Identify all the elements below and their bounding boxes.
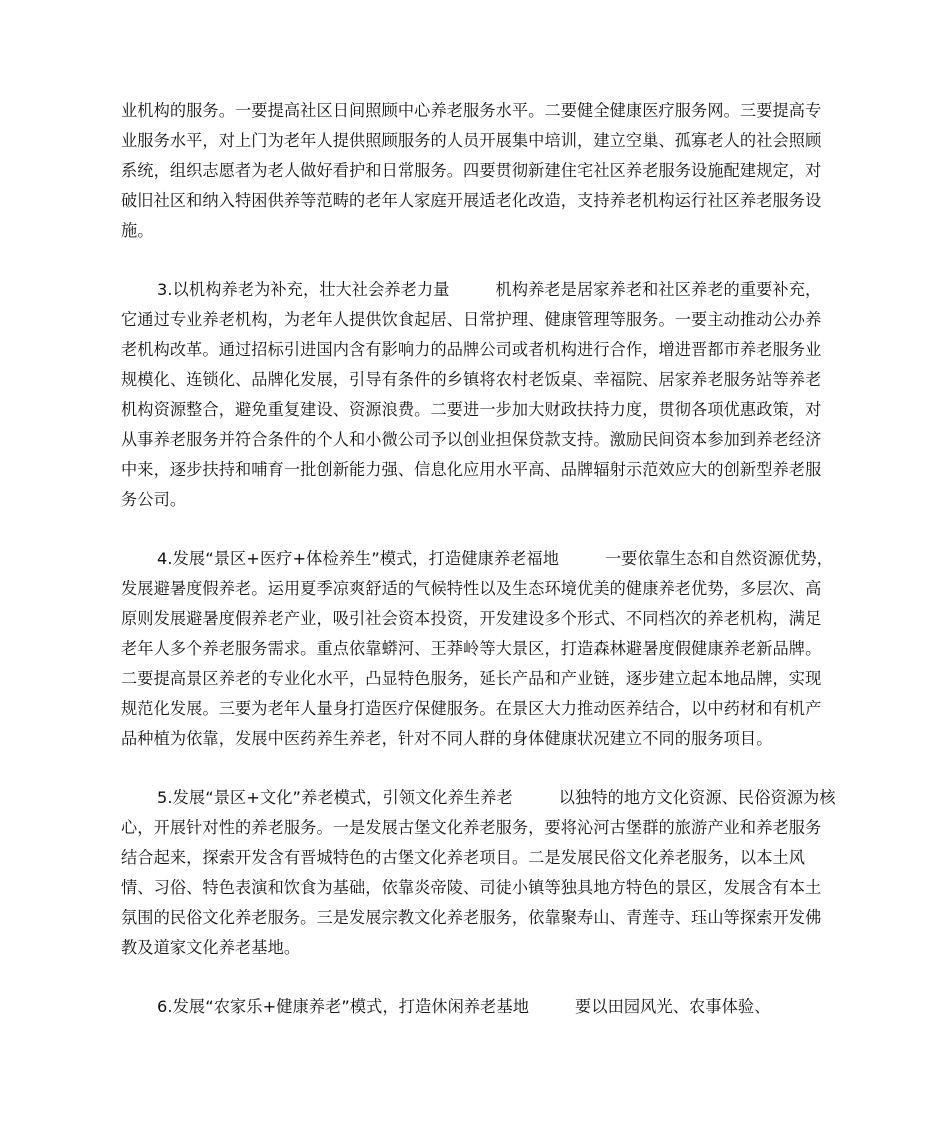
- paragraph-community-care-continued: [121, 96, 837, 246]
- paragraph-body: 一要依靠生态和自然资源优势，发展避暑度假养老。运用夏季凉爽舒适的气候特性以及生态环境优美的健康养老优势，多层次、高原则发展避暑度假养老产业，吸引社会资本投资，开发建设多个形式、不同档次的养老机构，满足老年人多个养老服务需求。重点依靠蟒河、王莽岭等大景区，打造森林避暑度假健康养老新品牌。二要提高景区养老的专业化水平，凸显特色服务，延长产品和产业链，逐步建立起本地品牌，实现规范化发展。三要为老年人量身打造医疗保健服务。在景区大力推动医养结合，以中药材和有机产品种植为依靠，发展中医药养生养老，针对不同人群的身体健康状况建立不同的服务项目。: [121, 549, 834, 748]
- paragraph-heading: 6.发展“农家乐+健康养老”模式，打造休闲养老基地: [157, 997, 530, 1016]
- paragraph-scenic-culture-model: [121, 783, 837, 963]
- paragraph-heading: 4.发展“景区+医疗+体检养生”模式，打造健康养老福地: [157, 549, 559, 568]
- paragraph-farmstay-model: [121, 992, 837, 1022]
- paragraph-heading: 5.发展“景区+文化”养老模式，引领文化养生养老: [157, 788, 513, 807]
- paragraph-heading: 3.以机构养老为补充，壮大社会养老力量: [157, 280, 450, 299]
- document-body: [121, 96, 837, 1051]
- paragraph-body: 机构养老是居家养老和社区养老的重要补充，它通过专业养老机构，为老年人提供饮食起居、日常护理、健康管理等服务。一要主动推动公办养老机构改革。通过招标引进国内含有影响力的品牌公司或者机构进行合作，增进晋都市养老服务业规模化、连锁化、品牌化发展，引导有条件的乡镇将农村老饭桌、幸福院、居家养老服务站等养老机构资源整合，避免重复建设、资源浪费。二要进一步加大财政扶持力度，贯彻各项优惠政策，对从事养老服务并符合条件的个人和小微公司予以创业担保贷款支持。激励民间资本参加到养老经济中来，逐步扶持和哺育一批创新能力强、信息化应用水平高、品牌辐射示范效应大的创新型养老服务公司。: [121, 280, 822, 509]
- paragraph-body: 业机构的服务。一要提高社区日间照顾中心养老服务水平。二要健全健康医疗服务网。三要提高专业服务水平，对上门为老年人提供照顾服务的人员开展集中培训，建立空巢、孤寡老人的社会照顾系统，组织志愿者为老人做好看护和日常服务。四要贯彻新建住宅社区养老服务设施配建规定，对破旧社区和纳入特困供养等范畴的老年人家庭开展适老化改造，支持养老机构运行社区养老服务设施。: [121, 101, 822, 240]
- paragraph-institutional-care: [121, 275, 837, 515]
- paragraph-body: 要以田园风光、农事体验、: [575, 997, 771, 1016]
- paragraph-scenic-medical-model: [121, 544, 837, 754]
- paragraph-body: 以独特的地方文化资源、民俗资源为核心，开展针对性的养老服务。一是发展古堡文化养老服务，要将沁河古堡群的旅游产业和养老服务结合起来，探索开发含有晋城特色的古堡文化养老项目。二是发展民俗文化养老服务，以本土风情、习俗、特色表演和饮食为基础，依靠炎帝陵、司徒小镇等独具地方特色的景区，发展含有本土氛围的民俗文化养老服务。三是发展宗教文化养老服务，依靠聚寿山、青莲寺、珏山等探索开发佛教及道家文化养老基地。: [121, 788, 836, 957]
